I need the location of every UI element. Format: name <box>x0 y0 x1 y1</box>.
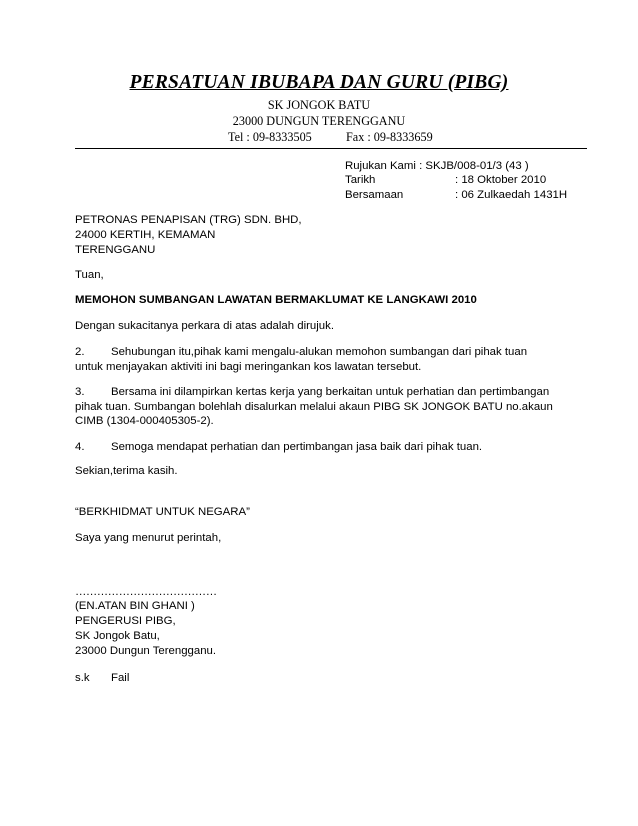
paragraph-text: Sehubungan itu,pihak kami mengalu-alukan memohon sumbangan dari pihak tuan <box>111 346 528 358</box>
hijri-date-value: : 06 Zulkaedah 1431H <box>455 189 568 201</box>
salutation: Tuan, <box>75 269 104 281</box>
school-name: SK JONGOK BATU <box>267 98 371 112</box>
signatory-school: SK Jongok Batu, <box>75 630 160 642</box>
motto: “BERKHIDMAT UNTUK NEGARA” <box>75 506 250 518</box>
closing-remark: Sekian,terima kasih. <box>75 465 178 477</box>
paragraph-text: untuk menjayakan aktiviti ini bagi meringankan kos lawatan tersebut. <box>75 360 422 373</box>
recipient-line-3: TERENGGANU <box>75 244 156 256</box>
paragraph-4 <box>75 440 590 455</box>
paragraph-text: Bersama ini dilampirkan kertas kerja yang berkaitan untuk perhatian dan pertimbangan <box>111 386 550 398</box>
recipient-line-1: PETRONAS PENAPISAN (TRG) SDN. BHD, <box>75 214 302 226</box>
signature-line: ………………………………… <box>75 586 217 598</box>
school-telephone: Tel : 09-8333505 <box>228 130 312 144</box>
sign-off: Saya yang menurut perintah, <box>75 532 222 544</box>
signatory-name: (EN.ATAN BIN GHANI ) <box>75 600 195 612</box>
paragraph-3 <box>75 385 590 429</box>
date-value: : 18 Oktober 2010 <box>455 174 547 186</box>
hijri-date-label: Bersamaan <box>345 189 404 201</box>
date-label: Tarikh <box>345 174 376 186</box>
paragraph-number: 4. <box>75 441 85 453</box>
letterhead-divider <box>75 148 587 149</box>
hijri-date-row <box>345 189 585 201</box>
paragraph-number: 3. <box>75 386 85 398</box>
reference-number-row <box>345 160 585 172</box>
cc-value: Fail <box>111 672 130 684</box>
recipient-line-2: 24000 KERTIH, KEMAMAN <box>75 229 216 241</box>
signatory-address: 23000 Dungun Terengganu. <box>75 645 217 657</box>
paragraph-text: Semoga mendapat perhatian dan pertimbangan jasa baik dari pihak tuan. <box>111 441 483 453</box>
school-fax: Fax : 09-8333659 <box>346 130 433 144</box>
reference-label: Rujukan Kami <box>345 160 416 172</box>
paragraph-text: pihak tuan. Sumbangan bolehlah disalurkan melalui akaun PIBG SK JONGOK BATU no.akaun <box>75 400 553 413</box>
reference-value: : SKJB/008-01/3 (43 ) <box>419 160 529 172</box>
paragraph-2 <box>75 345 590 374</box>
cc-label: s.k <box>75 672 90 684</box>
paragraph-text: CIMB (1304-000405305-2). <box>75 415 214 427</box>
letter-subject: MEMOHON SUMBANGAN LAWATAN BERMAKLUMAT KE LANGKAWI 2010 <box>75 294 477 306</box>
school-address: 23000 DUNGUN TERENGGANU <box>232 114 406 128</box>
date-row <box>345 174 585 186</box>
intro-paragraph: Dengan sukacitanya perkara di atas adalah dirujuk. <box>75 320 334 332</box>
signatory-title: PENGERUSI PIBG, <box>75 615 176 627</box>
organization-name: PERSATUAN IBUBAPA DAN GURU (PIBG) <box>129 72 509 93</box>
paragraph-number: 2. <box>75 346 85 358</box>
